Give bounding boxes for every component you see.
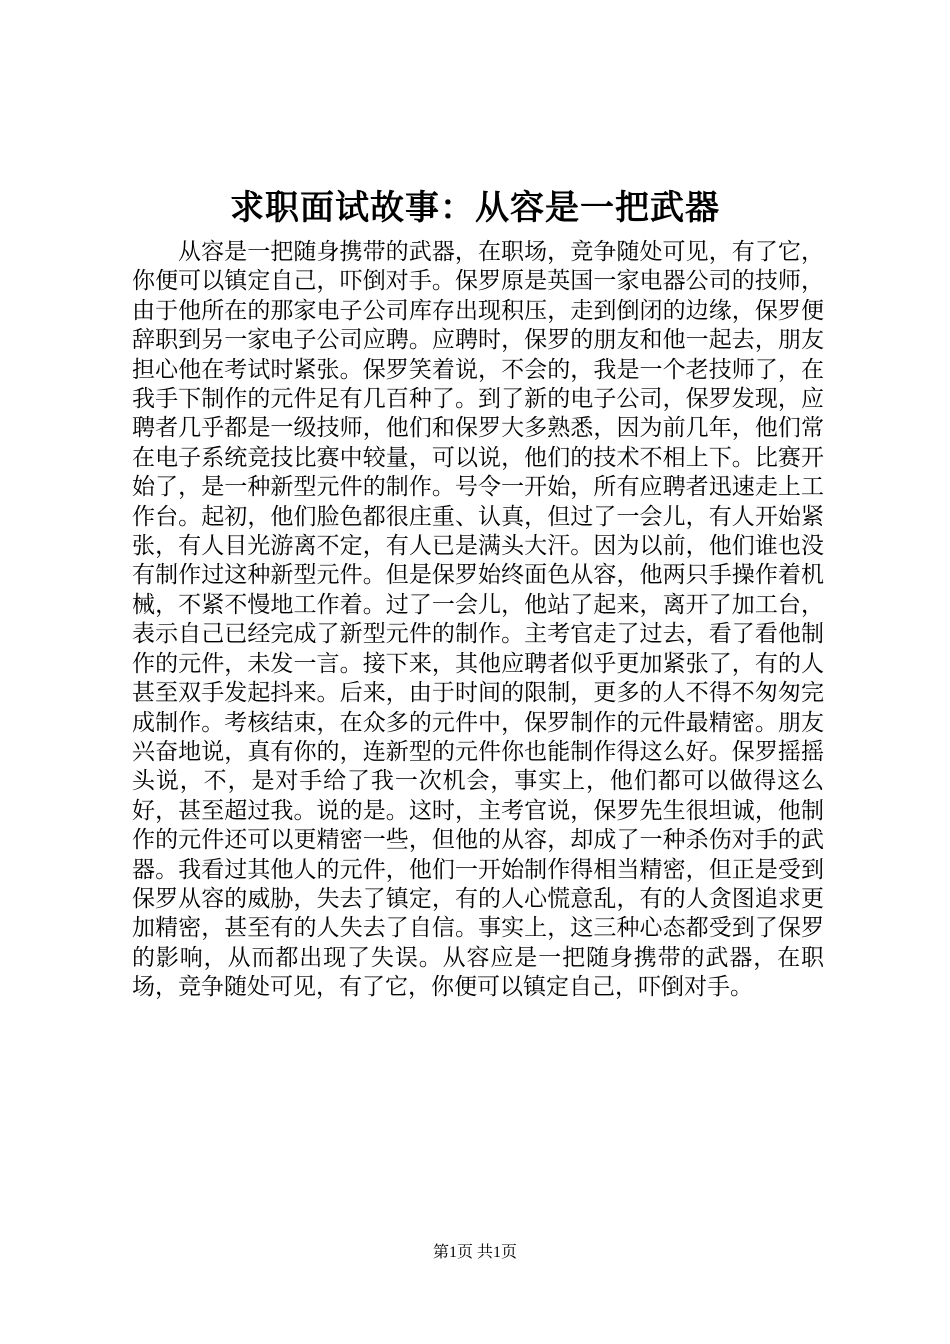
document-body-paragraph: 从容是一把随身携带的武器，在职场，竞争随处可见，有了它，你便可以镇定自己，吓倒对手。保罗原是英国一家电器公司的技师，由于他所在的那家电子公司库存出现积压，走到倒闭的边缘，保罗便辞职到另一家电子公司应聘。应聘时，保罗的朋友和他一起去，朋友担心他在考试时紧张。保罗笑着说，不会的，我是一个老技师了，在我手下制作的元件足有几百种了。到了新的电子公司，保罗发现，应聘者几乎都是一级技师，他们和保罗大多熟悉，因为前几年，他们常在电子系统竞技比赛中较量，可以说，他们的技术不相上下。比赛开始了，是一种新型元件的制作。号令一开始，所有应聘者迅速走上工作台。起初，他们脸色都很庄重、认真，但过了一会儿，有人开始紧张，有人目光游离不定，有人已是满头大汗。因为以前，他们谁也没有制作过这种新型元件。但是保罗始终面色从容，他两只手操作着机械，不紧不慢地工作着。过了一会儿，他站了起来，离开了加工台，表示自己已经完成了新型元件的制作。主考官走了过去，看了看他制作的元件，未发一言。接下来，其他应聘者似乎更加紧张了，有的人甚至双手发起抖来。后来，由于时间的限制，更多的人不得不匆匆完成制作。考核结束，在众多的元件中，保罗制作的元件最精密。朋友兴奋地说，真有你的，连新型的元件你也能制作得这么好。保罗摇摇头说，不，是对手给了我一次机会，事实上，他们都可以做得这么好，甚至超过我。说的是。这时，主考官说，保罗先生很坦诚，他制作的元件还可以更精密一些，但他的从容，却成了一种杀伤对手的武器。我看过其他人的元件，他们一开始制作得相当精密，但正是受到保罗从容的威胁，失去了镇定，有的人心慌意乱，有的人贪图追求更加精密，甚至有的人失去了自信。事实上，这三种心态都受到了保罗的影响，从而都出现了失误。从容应是一把随身携带的武器，在职场，竞争随处可见，有了它，你便可以镇定自己，吓倒对手。 [132,239,824,1001]
document-title: 求职面试故事：从容是一把武器 [230,188,720,228]
page-footer: 第1页 共1页 [432,1244,517,1261]
